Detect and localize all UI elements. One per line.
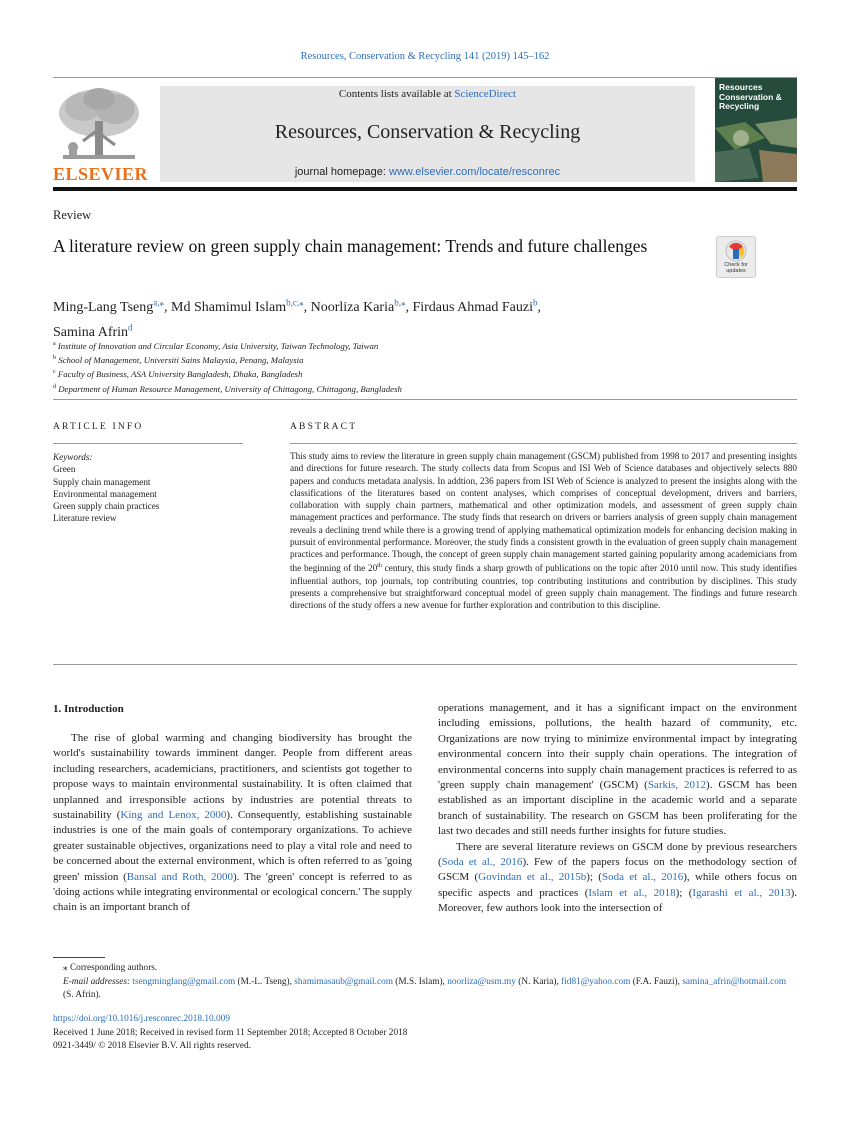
affiliation-a <box>53 338 402 352</box>
text-run: The rise of global warming and changing biodiversity has brought the world's sustainability towards imminent danger. People from different areas including researchers, academicians, practitioners, and scientists got together to propose ways to maintain environmental sustainability. It is often claimed that unplanned and irresponsible actions by industries are potential threats to sustainability ( <box>53 732 412 822</box>
email-owner: (S. Afrin). <box>63 990 101 1000</box>
ref-link[interactable]: Soda et al., 2016 <box>601 871 684 884</box>
article-info-heading: ARTICLE INFO <box>53 422 144 432</box>
email-link[interactable]: noorliza@usm.my <box>447 976 516 987</box>
keywords-label: Keywords: <box>53 452 93 462</box>
keyword: Green supply chain practices <box>53 501 160 512</box>
journal-homepage-line <box>160 166 695 178</box>
info-divider <box>53 399 797 400</box>
footnotes <box>53 962 797 1003</box>
text-run: ). Few of the papers focus on the methodology section of GSCM ( <box>438 856 797 884</box>
intro-heading: 1. Introduction <box>53 703 124 715</box>
text-run: ). The 'green' concept is referred to as 'doing actions while integrating environmental or ecological concern.' The supply chain is an important branch of <box>53 870 412 914</box>
affil-text: Department of Human Resource Management, University of Chittagong, Chittagong, Bangladesh <box>58 383 402 394</box>
affil-text: School of Management, Universiti Sains Malaysia, Penang, Malaysia <box>58 355 304 366</box>
author-sep: , <box>164 299 171 315</box>
crossmark-line1: Check for <box>724 262 748 268</box>
author-fauzi[interactable] <box>412 297 541 315</box>
abstract-part: century, this study finds a sharp growth of publications on the topic after 2010 until now. This study identifies influential authors, top journals, top contributing countries, top contributing institutions and contribution by disciplines. This study presents a comprehensive but straightforward conceptual model of green supply chain management. The findings and future research directions of the study offers a new avenue for further exploration and contribution to this discipline. <box>290 563 797 611</box>
copyright-line: 0921-3449/ © 2018 Elsevier B.V. All rights reserved. <box>53 1041 251 1051</box>
contents-line <box>160 88 695 100</box>
journal-cover-image[interactable] <box>715 78 797 182</box>
email-link[interactable]: fid81@yahoo.com <box>561 976 631 987</box>
abstract-part: This study aims to review the literature in green supply chain management (GSCM) published from 1998 to 2017 and presenting insights and directions for future research. The study collects data from Scopus and ISI Web of Science databases and objectively selects 880 papers and conducts metadata analysis. In addtion, 236 papers from ISI Web of Science is analyzed to present the insights along with the classifications of the literatures based on content analyses, which comprises of conceptual development, drivers and barriers, collaboration with supply chain partners, mathematical and other optimization models, and assessment of green supply chain management practices and performance. The study finds that research on drivers or barriers analysis of green supply chain management reveals a declining trend while there is a growing trend of applying mathematical optimization models for enhancing decision making in pursuit of environmental performance. Moreover, the study finds a consistent growth in the evaluation of green supply chain management practices and performance. Though, the concept of green supply chain management started gaining popularity among academicians from the beginning of the 20 <box>290 451 797 574</box>
author-name: Firdaus Ahmad Fauzi <box>412 299 533 315</box>
affil-marker: b <box>53 355 56 362</box>
journal-homepage-link[interactable]: www.elsevier.com/locate/resconrec <box>389 166 561 178</box>
email-label: E-mail addresses: <box>63 976 131 987</box>
sciencedirect-link[interactable]: ScienceDirect <box>454 88 517 100</box>
elsevier-wordmark: ELSEVIER <box>53 164 149 184</box>
author-affil-marker[interactable]: d <box>128 322 133 333</box>
author-affil-marker[interactable]: b <box>533 297 538 307</box>
journal-title: Resources, Conservation & Recycling <box>274 121 581 143</box>
affil-marker: c <box>53 369 56 376</box>
affil-text: Institute of Innovation and Circular Economy, Asia University, Taiwan Technology, Taiwan <box>57 340 379 351</box>
author-islam[interactable] <box>171 297 311 315</box>
author-affil-marker[interactable]: b,⁎ <box>394 297 406 307</box>
email-owner: (M.S. Islam), <box>392 976 448 987</box>
ref-link[interactable]: Islam et al., 2018 <box>588 886 676 899</box>
ref-link[interactable]: Soda et al., 2016 <box>441 856 523 869</box>
keyword: Environmental management <box>53 488 157 499</box>
text-run: There are several literature reviews on GSCM done by previous researchers ( <box>438 840 797 869</box>
ref-link[interactable]: Bansal and Roth, 2000 <box>126 870 233 883</box>
author-karia[interactable] <box>310 297 413 315</box>
corresponding-note: ⁎ Corresponding authors. <box>63 963 158 973</box>
author-affil-marker[interactable]: a,⁎ <box>153 297 164 307</box>
author-sep: , <box>405 299 413 315</box>
intro-paragraph <box>438 701 797 840</box>
author-tseng[interactable] <box>53 297 171 315</box>
text-run: ). GSCM has been established as an important discipline in the academic world and a separate branch of sustainability. The research on GSCM has been proliferating for the last two decades and still needs further insights for future studies. <box>438 779 797 838</box>
abstract-superscript: th <box>377 563 382 570</box>
doi-link[interactable]: https://doi.org/10.1016/j.resconrec.2018.10.009 <box>53 1014 230 1024</box>
check-for-updates-button[interactable] <box>716 236 756 278</box>
author-name: Md Shamimul Islam <box>171 299 287 315</box>
article-type: Review <box>53 208 92 222</box>
email-link[interactable]: tsengminglang@gmail.com <box>132 976 236 987</box>
affiliations <box>53 338 402 395</box>
author-sep: , <box>303 299 311 315</box>
affil-marker: d <box>53 383 56 390</box>
header-thick-rule <box>53 187 797 191</box>
email-link[interactable]: samina_afrin@hotmail.com <box>682 976 787 987</box>
text-run: ); ( <box>586 871 602 884</box>
homepage-prefix: journal homepage: <box>294 166 389 178</box>
ref-link[interactable]: Sarkis, 2012 <box>647 779 707 792</box>
cover-title: Resources Conservation & Recycling <box>719 82 782 111</box>
keyword: Supply chain management <box>53 476 151 487</box>
top-divider <box>53 77 797 78</box>
author-affil-marker[interactable]: b,c,⁎ <box>286 297 304 307</box>
affiliation-b <box>53 352 402 366</box>
ref-link[interactable]: Igarashi et al., 2013 <box>692 886 791 899</box>
received-dates: Received 1 June 2018; Received in revised form 11 September 2018; Accepted 8 October 2018 <box>53 1027 408 1038</box>
affiliation-d <box>53 381 402 395</box>
intro-right-column <box>438 701 797 917</box>
email-addresses <box>53 976 797 1003</box>
contents-prefix: Contents lists available at <box>338 88 455 100</box>
abstract-bottom-rule <box>53 664 797 665</box>
intro-left-column <box>53 731 412 916</box>
text-run: ). Moreover, few authors look into the intersection of <box>438 886 797 915</box>
intro-paragraph <box>438 840 797 917</box>
email-link[interactable]: shamimasaub@gmail.com <box>294 976 393 987</box>
crossmark-label <box>717 262 755 274</box>
email-owner: (F.A. Fauzi), <box>630 976 683 987</box>
email-owner: (M.-L. Tseng), <box>235 976 295 987</box>
ref-link[interactable]: King and Lenox, 2000 <box>120 809 227 822</box>
abstract-rule <box>290 443 797 444</box>
abstract-heading: ABSTRACT <box>290 422 358 432</box>
affil-marker: a <box>53 341 56 347</box>
article-info-rule <box>53 443 243 444</box>
article-metadata <box>53 1013 407 1054</box>
text-run: ); ( <box>675 886 693 899</box>
author-name: Ming-Lang Tseng <box>53 299 154 315</box>
crossmark-line2: updates <box>726 268 746 274</box>
keyword: Literature review <box>53 513 117 524</box>
author-name: Samina Afrin <box>53 325 129 341</box>
journal-citation-link[interactable]: Resources, Conservation & Recycling 141 (2019) 145–162 <box>300 51 550 62</box>
text-run: ). Consequently, establishing sustainable industries is one of the main goals of contemporary organizations. To achieve greater sustainable objectives, organizations need to play a vital role and need to be concerned about the external environment, which is often referred to as 'going green' mission ( <box>53 809 413 883</box>
affil-text: Faculty of Business, ASA University Bangladesh, Dhaka, Bangladesh <box>57 369 303 380</box>
email-owner: (N. Karia), <box>515 976 562 987</box>
ref-link[interactable]: Govindan et al., 2015b <box>478 871 587 884</box>
author-name: Noorliza Karia <box>310 299 395 315</box>
keywords-block <box>53 451 159 525</box>
keyword: Green <box>53 464 76 475</box>
article-title: A literature review on green supply chain management: Trends and future challenges <box>53 236 648 256</box>
intro-paragraph <box>53 731 412 916</box>
abstract-text <box>290 450 797 611</box>
text-run: operations management, and it has a significant impact on the environment including emissions, pollutions, the health hazard of community, etc. Organizations are now trying to minimize environmental impact by integrating environmental concern into their supply chain operations. The integration of environmental concerns into supply chain management practices is referred to as 'green supply chain management' (GSCM) ( <box>438 702 797 792</box>
author-sep: , <box>537 299 541 315</box>
footnote-rule <box>53 957 105 958</box>
author-list <box>53 292 753 343</box>
text-run: ), while others focus on specific aspects and practices ( <box>438 871 797 899</box>
affiliation-c <box>53 366 402 380</box>
